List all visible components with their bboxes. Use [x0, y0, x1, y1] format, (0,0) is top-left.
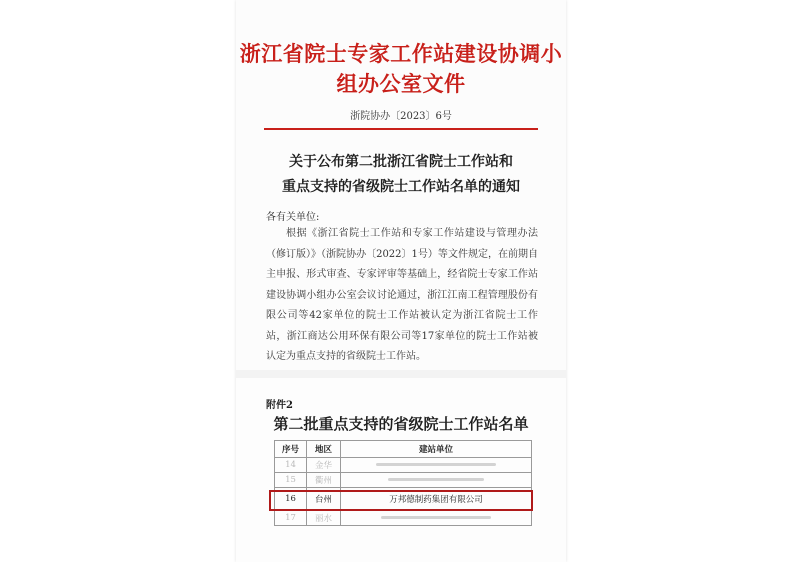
notice-title-line-2: 重点支持的省级院士工作站名单的通知: [282, 179, 520, 195]
column-header-number: 序号: [275, 441, 307, 458]
row-number: 17: [275, 511, 307, 526]
row-number: 16: [275, 488, 307, 511]
addressee: 各有关单位:: [266, 212, 320, 223]
document-number: 浙院协办〔2023〕6号: [350, 111, 452, 122]
list-title: 第二批重点支持的省级院士工作站名单: [273, 415, 529, 433]
highlight-box: [269, 490, 533, 511]
row-unit-blurred: [341, 473, 532, 488]
row-number: 14: [275, 458, 307, 473]
row-unit-blurred: [341, 511, 532, 526]
row-unit: 万邦德制药集团有限公司: [341, 488, 532, 511]
row-region: 丽水: [307, 511, 341, 526]
table-row: [275, 458, 532, 473]
column-header-unit: 建站单位: [341, 441, 532, 458]
table-row: [275, 473, 532, 488]
station-list-table: [274, 440, 532, 526]
row-unit-blurred: [341, 458, 532, 473]
table-row: [275, 511, 532, 526]
row-number: 15: [275, 473, 307, 488]
notice-title: [236, 150, 566, 200]
row-region: 衢州: [307, 473, 341, 488]
table-header-row: [275, 441, 532, 458]
row-region: 台州: [307, 488, 341, 511]
red-divider: [264, 128, 538, 130]
row-region: 金华: [307, 458, 341, 473]
attachment-label: 附件2: [266, 400, 293, 411]
column-header-region: 地区: [307, 441, 341, 458]
notice-title-line-1: 关于公布第二批浙江省院士工作站和: [289, 154, 513, 170]
notice-body: 根据《浙江省院士工作站和专家工作站建设与管理办法（修订版）》（浙院协办〔2022〕1号）等文件规定，在前期自主申报、形式审查、专家评审等基础上，经省院士专家工作站建设协调小组办公室会议讨论通过，浙江江南工程管理股份有限公司等42家单位的院士工作站被认定为浙江省院士工作站，浙江商达公用环保有限公司等17家单位的院士工作站被认定为重点支持的省级院士工作站。: [266, 228, 538, 362]
issuer-heading: 浙江省院士专家工作站建设协调小组办公室文件: [239, 41, 563, 96]
